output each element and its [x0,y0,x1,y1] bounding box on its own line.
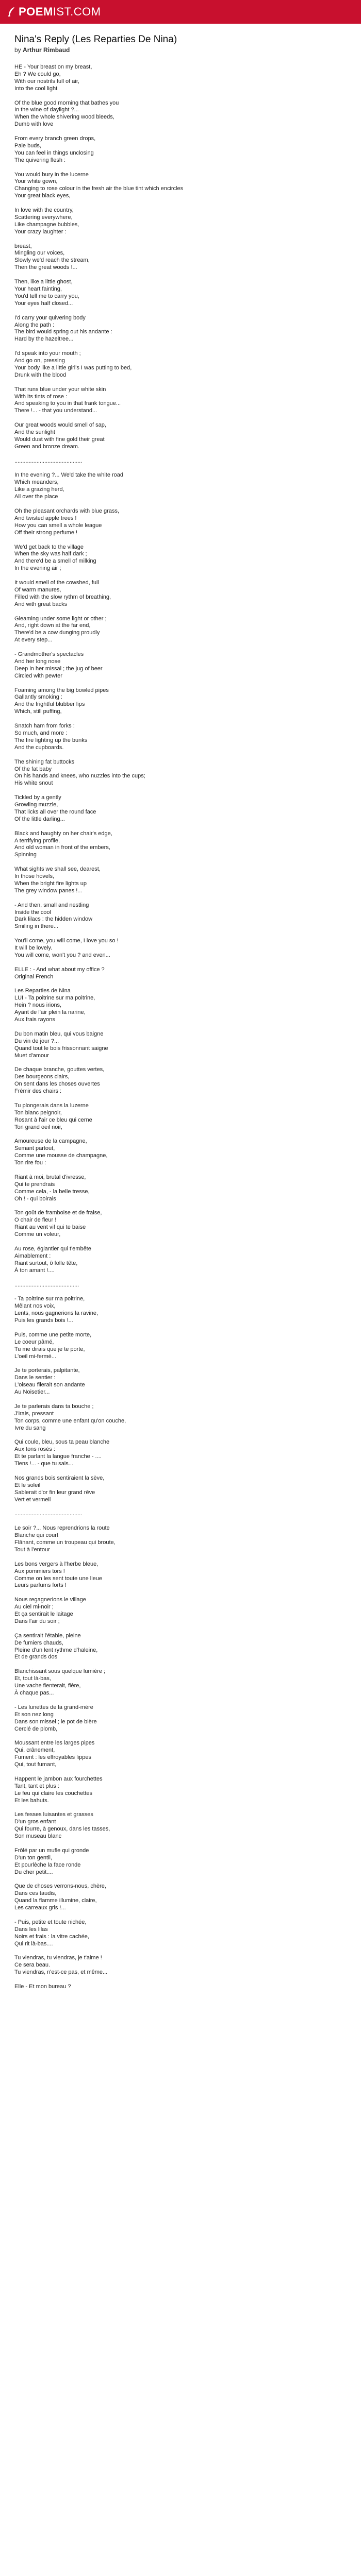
stanza [14,1704,347,1733]
poem-line: Dark lilacs : the hidden window [14,916,93,923]
poem-line: And, right down at the far end, [14,622,91,629]
poem-line: Which meanders, [14,479,59,486]
stanza [14,988,347,1024]
poem-line: Then the great woods !... [14,264,77,271]
poem-line: Qui, tout fumant, [14,1761,57,1768]
poem-line: Ivre du sang [14,1425,46,1431]
poem-line: Qui te prendrais [14,1181,55,1188]
stanza [14,1633,347,1662]
poem-line: When the whole shivering wood bleeds, [14,114,114,121]
poem-line: Les Reparties de Nina [14,988,71,994]
poem-line: Green and bronze dream. [14,443,79,450]
poem-line: Son museau blanc [14,1833,62,1840]
poem-line: It would smell of the cowshed, full [14,580,99,586]
poem-line: Comme on les sent toute une lieue [14,1575,102,1582]
poem-line: Qui coule, bleu, sous ta peau blanche [14,1439,110,1446]
stanza [14,1403,347,1432]
poem-line: Your eyes half closed... [14,300,73,307]
poem-line: Qui fourre, à genoux, dans les tasses, [14,1826,110,1833]
poem-line: That runs blue under your white skin [14,386,106,393]
poem-line: Dumb with love [14,121,54,128]
poem-line: L'oiseau filerait son andante [14,1382,85,1388]
stanza [14,350,347,379]
poem-line: Smiling in there... [14,923,58,930]
poem-line: Les carreaux gris !... [14,1905,66,1911]
poem-line: Et son nez long [14,1711,54,1718]
poem-line: Pale buds, [14,142,41,149]
poem-line: And her long nose [14,658,61,665]
poem-line: De chaque branche, gouttes vertes, [14,1066,105,1073]
poem-line: It will be lovely. [14,945,53,952]
poem-line: And go on, pressing [14,358,65,364]
stanza [14,831,347,859]
stanza [14,1174,347,1203]
poem-line: À chaque pas... [14,1689,54,1696]
poem-line: D'un gros enfant [14,1819,56,1825]
brand-name: POEM [19,5,53,18]
poem-line: Aux pommiers tors ! [14,1568,65,1574]
poem-line: Et te parlant la langue franche - .... [14,1453,102,1460]
stanza [14,1984,347,1991]
stanza [14,1475,347,1504]
poem-line: Cerclé de plomb, [14,1725,58,1732]
stanza [14,1439,347,1468]
poem-line: Off their strong perfume ! [14,529,78,536]
poem-line: Ton grand oeil noir, [14,1124,62,1130]
poem-line: Your body like a little girl's I was putting to bed, [14,364,132,371]
poem-line: - Les lunettes de la grand-mère [14,1704,93,1710]
poem-line: In love with the country, [14,207,74,214]
poem-line: Growling muzzle, [14,802,58,808]
poem-line: Dans ces taudis, [14,1890,57,1897]
poem-line: Tiens !... - que tu sais... [14,1461,73,1467]
poem-line: Fument : les effroyables lippes [14,1754,91,1761]
poem-line: Aux frais rayons [14,1016,55,1023]
poem-line: Dans l'air du soir ; [14,1618,60,1624]
stanza [14,1919,347,1948]
poem-line: Au Noisetier... [14,1389,50,1396]
stanza [14,1811,347,1840]
stanza [14,1525,347,1554]
stanza [14,1597,347,1625]
poem-line: O chair de fleur ! [14,1217,57,1224]
main-content [0,24,361,1991]
stanza [14,207,347,236]
poem-line: Tickled by a gently [14,794,61,801]
poem-line: So much, and more : [14,730,68,736]
site-logo[interactable] [7,5,101,19]
by-label: by [14,46,21,54]
poem-line: Gallantly smoking : [14,694,62,701]
poem-line: Dans le sentier : [14,1375,56,1381]
poem-line: Like champagne bubbles, [14,221,79,228]
poem-line: Oh the pleasant orchards with blue grass, [14,507,120,514]
stanza [14,1138,347,1167]
poem-line: At every step... [14,637,53,643]
poem-line: You'll come, you will come, I love you so ! [14,938,119,944]
poem-line: Eh ? We could go, [14,71,61,77]
poem-line: À ton amant !.... [14,1267,55,1274]
poem-line: In the wine of daylight ?... [14,107,79,113]
poem-line: Ce sera beau. [14,1962,51,1969]
poem-line: Puis les grands bois !... [14,1317,73,1324]
poem-line: Tu viendras, n'est-ce pas, et même... [14,1969,108,1976]
stanza [14,243,347,272]
stanza [14,1066,347,1095]
stanza [14,580,347,608]
brand-suffix: IST.COM [53,5,101,18]
poem-line: Du bon matin bleu, qui vous baigne [14,1030,104,1037]
poem-line: Le soir ?... Nous reprendrions la route [14,1525,110,1532]
stanza [14,1561,347,1590]
poem-line: I'd speak into your mouth ; [14,350,81,357]
poem-line: Your crazy laughter : [14,228,67,235]
poem-line: How you can smell a whole league [14,522,102,529]
stanza [14,967,347,981]
poem-line: Que de choses verrons-nous, chère, [14,1883,106,1890]
poem-line: There'd be a cow dunging proudly [14,630,100,636]
poem-line: Would dust with fine gold their great [14,436,105,443]
poem-line: The fire lighting up the bunks [14,737,88,743]
poem-line: Of warm manures, [14,586,61,593]
stanza [14,64,347,93]
poem-line: Les bons vergers à l'herbe bleue, [14,1561,99,1567]
byline [14,46,347,54]
poem-line: Des bourgeons clairs, [14,1074,70,1080]
stanza [14,508,347,537]
poem-line: Which, still puffing, [14,708,62,715]
poem-line: And old woman in front of the embers, [14,844,110,851]
section-separator: ........................................... [14,457,83,464]
quill-icon [7,7,15,17]
poem-line: Of the fat baby [14,766,52,772]
poem-line: Our great woods would smell of sap, [14,422,106,429]
poem-line: You will come, won't you ? and even... [14,952,110,958]
poem-line: Ayant de l'air plein la narine, [14,1009,86,1016]
poem-line: Along the path : [14,321,55,328]
poem-line: From every branch green drops, [14,135,96,142]
poem-line: - And then, small and nestling [14,902,89,908]
poem-line: On his hands and knees, who nuzzles into the cups; [14,773,145,779]
poem-line: Les fesses luisantes et grasses [14,1811,93,1818]
stanza [14,794,347,823]
poem-line: Frôlé par un mufle qui gronde [14,1847,89,1854]
poem-line: Blanchissant sous quelque lumière ; [14,1668,106,1675]
poem-line: We'd get back to the village [14,544,84,550]
poem-line: And the cupboards. [14,744,64,751]
poem-line: Sablerait d'or fin leur grand rêve [14,1489,95,1496]
stanza [14,1246,347,1275]
poem-line: Ton goût de framboise et de fraise, [14,1210,102,1216]
poem-line: Nous regagnerions le village [14,1597,86,1603]
poem-line: Ça sentirait l'étable, pleine [14,1632,81,1639]
stanza [14,1668,347,1697]
poem-line: Rosant à l'air ce bleu qui cerne [14,1116,92,1123]
poem-line: Tout à l'entour [14,1546,50,1553]
stanza [14,315,347,344]
poem-line: Filled with the slow rythm of breathing, [14,594,111,600]
stanza [14,279,347,308]
stanza [14,1955,347,1976]
poem-line: You'd tell me to carry you, [14,293,79,299]
poem-line: Au ciel mi-noir ; [14,1604,54,1611]
poem-line: And the sunlight [14,429,55,436]
poem-line: Et pourlèche la face ronde [14,1861,81,1868]
poem-line: Of the little darling... [14,816,65,822]
poem-line: Original French [14,973,54,980]
section-separator: ......................................... [14,1281,79,1288]
poem-line: Riant au vent vif qui te baise [14,1224,86,1231]
poem-line: Your great black eyes, [14,193,71,199]
poem-line: L'oeil mi-fermé... [14,1353,56,1360]
poem-line: Mêlant nos voix, [14,1303,56,1310]
poem-line: Circled with pewter [14,672,62,679]
stanza [14,386,347,415]
poem-line: Et de grands dos [14,1654,58,1660]
stanza [14,1210,347,1239]
poem-line: breast, [14,243,32,249]
site-header [0,0,361,24]
poem-body [14,64,347,1991]
poem-line: Et, tout là-bas, [14,1675,51,1682]
stanza [14,422,347,451]
poem-line: Et les bahuts. [14,1797,49,1804]
poem-line: The grey window panes !... [14,887,83,894]
stanza [14,759,347,788]
poem-line: And the frightful blubber lips [14,701,85,708]
poem-line: With its tints of rose : [14,393,68,400]
poem-line: The quivering flesh : [14,157,66,163]
poem-line: Je te porterais, palpitante, [14,1367,80,1374]
poem-title: Nina's Reply (Les Reparties De Nina) [14,34,177,45]
poem-line: Puis, comme une petite morte, [14,1331,92,1338]
poem-line: Aimablement : [14,1252,51,1259]
poem-line: - Ta poitrine sur ma poitrine, [14,1296,85,1302]
poem-line: His white snout [14,780,53,787]
poem-line: Tant, tant et plus : [14,1783,59,1789]
poem-line: When the bright fire lights up [14,880,87,887]
poem-line: Pleine d'un lent rythme d'haleine, [14,1647,98,1653]
stanza [14,472,347,501]
poem-line: Ton corps, comme une enfant qu'on couche, [14,1417,126,1424]
poem-line: What sights we shall see, dearest, [14,866,101,873]
poem-line: Comme un voleur, [14,1231,61,1238]
poem-line: Scattering everywhere, [14,214,73,221]
stanza [14,1367,347,1396]
poem-line: Riant à moi, brutal d'ivresse, [14,1174,86,1180]
stanza [14,938,347,959]
section-separator: ........................................... [14,1511,83,1517]
poem-line: Gleaming under some light or other ; [14,615,107,622]
poem-line: On sent dans les choses ouvertes [14,1081,100,1088]
poem-line: ELLE : - And what about my office ? [14,966,105,973]
poem-line: Leurs parfums forts ! [14,1582,67,1589]
poem-line: Frémir des chairs : [14,1088,62,1095]
poem-line: In the evening air ; [14,565,61,572]
poem-line: Then, like a little ghost, [14,279,73,285]
poem-line: The bird would spring out his andante : [14,329,112,335]
poem-line: In those hovels, [14,873,55,880]
stanza [14,1296,347,1325]
poem-line: HE - Your breast on my breast, [14,64,92,70]
stanza [14,902,347,931]
poem-line: Au rose, églantier qui t'embête [14,1246,91,1252]
poem-line: Du vin de jour ?... [14,1038,59,1044]
poem-line: Aux tons rosés : [14,1446,55,1453]
poem-line: Je te parlerais dans ta bouche ; [14,1403,94,1410]
poem-line: Your white gown, [14,178,58,185]
poem-line: Snatch ham from forks : [14,723,75,730]
stanza [14,100,347,129]
poem-line: Et le soleil [14,1482,41,1488]
poem-line: - Puis, petite et toute nichée, [14,1919,87,1925]
poem-line: You can feel in things unclosing [14,149,94,156]
poem-line: Changing to rose colour in the fresh air the blue tint which encircles [14,185,184,192]
stanza [14,135,347,164]
poem-line: Flânant, comme un troupeau qui broute, [14,1539,116,1546]
poem-line: Noirs et frais : la vitre cachée, [14,1933,89,1940]
stanza [14,723,347,752]
poem-line: Mingling our voices, [14,250,65,257]
poem-line: Lents, nous gagnerions la ravine, [14,1310,99,1317]
poem-line: Quand tout le bois frissonnant saigne [14,1045,108,1052]
poem-line: Comme une mousse de champagne, [14,1153,108,1159]
poem-line: Elle - Et mon bureau ? [14,1984,71,1990]
poem-line: Slowly we'd reach the stream, [14,257,90,264]
stanza [14,1848,347,1876]
poem-line: Happent le jambon aux fourchettes [14,1775,103,1782]
poem-line: Hard by the hazeltree... [14,336,74,343]
poem-line: Inside the cool [14,909,51,916]
stanza [14,1103,347,1131]
stanza [14,1740,347,1769]
poem-line: That licks all over the round face [14,808,96,815]
stanza [14,544,347,573]
poem-line: With our nostrils full of air, [14,78,79,84]
poem-line: Semant partout, [14,1145,55,1152]
poem-line: In the evening ?... We'd take the white road [14,472,124,479]
poem-line: And twisted apple trees ! [14,515,77,521]
poem-line: When the sky was half dark ; [14,551,87,557]
poem-line: And there'd be a smell of milking [14,558,96,565]
stanza [14,1332,347,1361]
poem-line: Tu me dirais que je te porte, [14,1346,85,1352]
poem-line: Blanche qui court [14,1532,58,1539]
poem-line: Dans les lilas [14,1926,48,1933]
poem-line: A terrifying profile, [14,837,60,844]
poem-line: Into the cool light [14,85,58,92]
poem-line: Black and haughty on her chair's edge, [14,830,112,837]
stanza [14,651,347,680]
poem-line: Foaming among the big bowled pipes [14,687,109,693]
poem-line: And with great backs [14,601,68,607]
poem-line: Moussant entre les larges pipes [14,1740,95,1747]
poem-line: Le coeur pâmé, [14,1338,54,1345]
poem-line: Hein ? nous irions, [14,1002,62,1009]
poem-line: Tu plongerais dans la luzerne [14,1102,89,1109]
stanza [14,687,347,716]
poem-line: Comme cela, - la belle tresse, [14,1188,90,1195]
poem-line: De fumiers chauds, [14,1639,63,1646]
stanza [14,616,347,645]
stanza [14,172,347,200]
poem-line: Qui rit là-bas.... [14,1940,53,1947]
poem-line: Ton rire fou : [14,1160,46,1166]
poem-line: J'irais, pressant [14,1410,54,1417]
poem-line: Le feu qui claire les couchettes [14,1790,93,1797]
stanza [14,1883,347,1912]
poem-line: Qui, crânement, [14,1747,55,1754]
poem-line: There !... - that you understand... [14,408,97,414]
poem-line: I'd carry your quivering body [14,314,86,321]
poem-line: Et ça sentirait le laitage [14,1611,73,1618]
poem-line: Du cher petit.... [14,1869,53,1875]
poem-line: Une vache fienterait, fière, [14,1683,81,1689]
stanza [14,866,347,895]
poem-line: Vert et vermeil [14,1496,51,1503]
poem-line: Spinning [14,852,37,858]
poem-line: - Grandmother's spectacles [14,651,84,658]
stanza [14,1776,347,1805]
poem-line: Drunk with the blood [14,371,67,378]
poem-line: The shining fat buttocks [14,758,75,765]
poem-line: All over the place [14,494,58,500]
poem-line: Oh ! - qui boirais [14,1195,56,1202]
poem-line: Of the blue good morning that bathes you [14,99,119,106]
stanza [14,1031,347,1060]
poem-line: Ton blanc peignoir, [14,1109,62,1116]
poem-line: D'un ton gentil, [14,1854,53,1861]
poem-line: Muet d'amour [14,1052,49,1059]
poem-line: Tu viendras, tu viendras, je t'aime ! [14,1955,102,1961]
poem-line: LUI - Ta poitrine sur ma poitrine, [14,995,95,1002]
poem-line: Like a grazing herd, [14,486,64,493]
poem-line: Dans son missel ; le pot de bière [14,1718,97,1725]
poem-line: Your heart fainting, [14,286,62,292]
poem-line: And speaking to you in that frank tongue... [14,400,121,407]
poem-line: Deep in her missal ; the jug of beer [14,665,103,672]
poem-line: You would bury in the lucerne [14,171,89,178]
poem-line: Amoureuse de la campagne, [14,1138,87,1145]
poem-line: Quand la flamme illumine, claire, [14,1897,97,1904]
author-link[interactable]: Arthur Rimbaud [23,46,70,54]
poem-line: Riant surtout, ô folle tête, [14,1260,78,1266]
poem-line: Nos grands bois sentiraient la sève, [14,1475,105,1481]
